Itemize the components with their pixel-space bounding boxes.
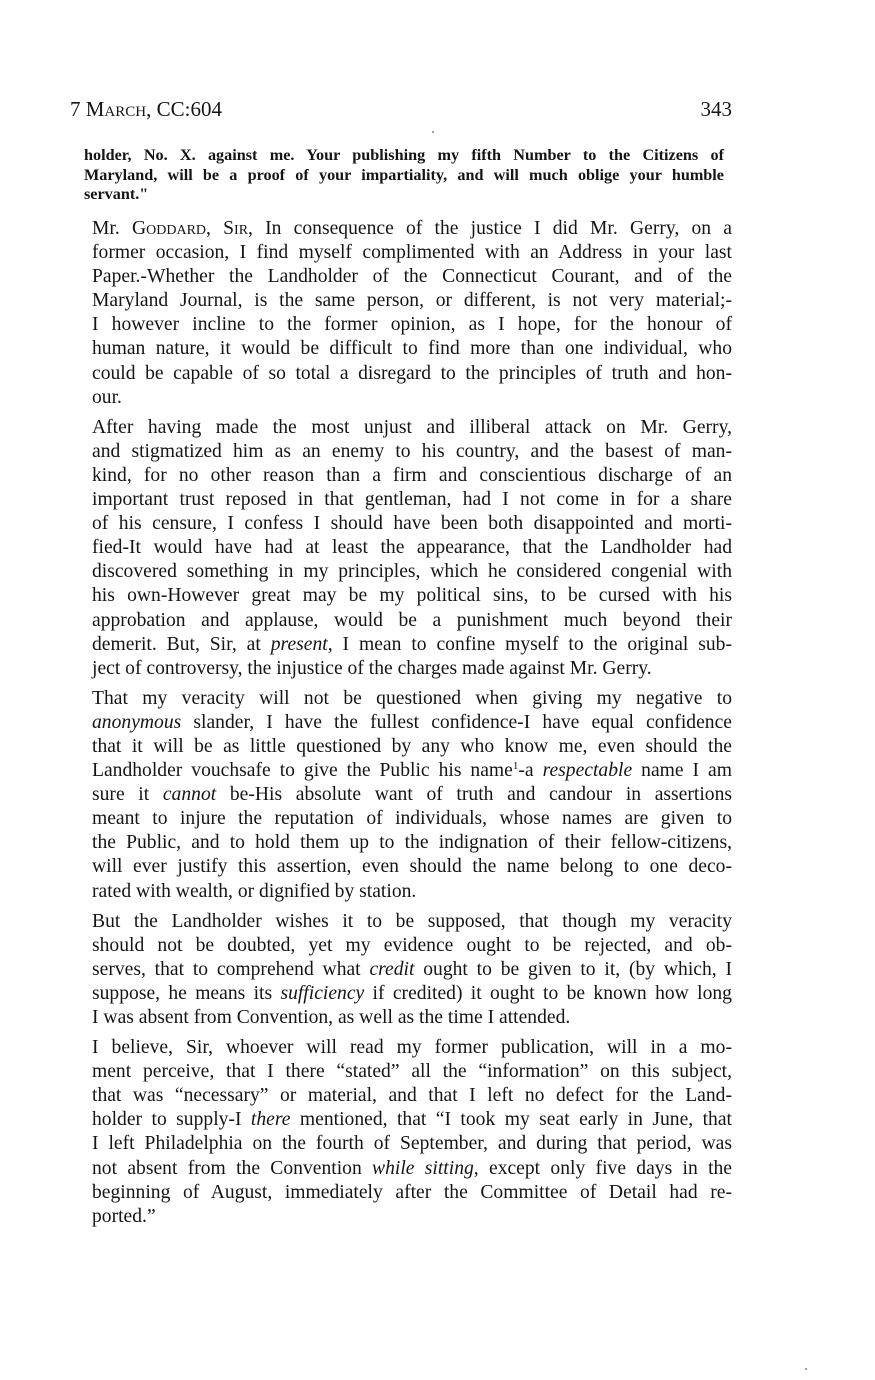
italic-text: present,	[270, 633, 333, 655]
text-line: serves, that to comprehend what credit ought to be given to it, (by which, I	[92, 958, 733, 980]
paragraph	[70, 1036, 732, 1229]
text-line: demerit. But, Sir, at present, I mean to confine myself to the original sub-	[92, 633, 732, 655]
text-line: suppose, he means its sufficiency if credited) it ought to be known how long	[92, 982, 732, 1004]
text-line: meant to injure the reputation of individuals, whose names are given to	[92, 808, 732, 830]
text-line: After having made the most unjust and illiberal attack on Mr. Gerry,	[92, 416, 732, 438]
quote-line: holder, No. X. against me. Your publishing my fifth Number to the Citizens of	[84, 146, 724, 164]
small-caps-text: Sir	[223, 218, 249, 239]
text-line: Landholder vouchsafe to give the Public his name$^1$-a respectable name I am	[92, 760, 732, 782]
text-line: anonymous slander, I have the fullest confidence-I have equal confidence	[92, 711, 732, 733]
text-line: that it will be as little questioned by any who know me, even should the	[92, 735, 732, 757]
paragraph	[70, 217, 732, 410]
text-line: beginning of August, immediately after the Committee of Detail had re-	[92, 1181, 732, 1203]
quote-line: servant."	[84, 185, 149, 204]
paper-speck	[432, 131, 434, 133]
italic-text: there	[250, 1109, 291, 1131]
paragraph	[70, 416, 732, 681]
body-text	[70, 217, 732, 1229]
text-line: fied-It would have had at least the appearance, that the Landholder had	[92, 537, 732, 559]
text-line: that was “necessary” or material, and that I left no defect for the Land-	[92, 1085, 732, 1107]
italic-text: sufficiency	[280, 982, 365, 1004]
text-line: and stigmatized him as an enemy to his country, and the basest of man-	[92, 440, 732, 462]
text-line: rated with wealth, or dignified by station.	[92, 880, 417, 902]
text-line: ject of controversy, the injustice of the charges made against Mr. Gerry.	[92, 657, 652, 679]
text-line: discovered something in my principles, which he considered congenial with	[92, 561, 732, 583]
italic-text: credit	[369, 958, 415, 980]
text-line: That my veracity will not be questioned when giving my negative to	[92, 687, 732, 709]
text-line: I however incline to the former opinion, as I hope, for the honour of	[92, 314, 732, 336]
text-line: not absent from the Convention while sitting, except only five days in the	[92, 1157, 733, 1179]
text-line: our.	[92, 386, 122, 408]
text-line: the Public, and to hold them up to the indignation of their fellow-citizens,	[92, 832, 732, 854]
running-head-day: 7	[70, 97, 81, 121]
italic-text: anonymous	[92, 711, 182, 733]
text-line: should not be doubted, yet my evidence ought to be rejected, and ob-	[92, 934, 732, 956]
text-line: holder to supply-I there mentioned, that “I took my seat early in June, that	[92, 1109, 732, 1131]
quoted-letter-ending	[84, 146, 724, 205]
text-line: approbation and applause, would be a punishment much beyond their	[92, 609, 732, 631]
text-line: could be capable of so total a disregard to the principles of truth and hon-	[92, 362, 732, 384]
paragraph	[70, 687, 732, 904]
text-line: human nature, it would be difficult to find more than one individual, who	[92, 338, 732, 360]
page-number: 343	[700, 97, 732, 121]
paragraph	[70, 910, 732, 1030]
text-line: But the Landholder wishes it to be supposed, that though my veracity	[92, 910, 732, 932]
footnote-marker[interactable]: 1	[512, 760, 519, 773]
text-line: Paper.-Whether the Landholder of the Connecticut Courant, and of the	[92, 266, 732, 288]
text-line: will ever justify this assertion, even should the name belong to one deco-	[92, 856, 732, 878]
running-head	[70, 94, 732, 124]
italic-text: respectable	[542, 760, 633, 782]
small-caps-text: Goddard	[131, 218, 207, 239]
running-head-left	[70, 94, 222, 124]
text-line: of his censure, I confess I should have been both disappointed and morti-	[92, 513, 732, 535]
text-line: important trust reposed in that gentleman, had I not come in for a share	[92, 489, 732, 511]
italic-text: cannot	[162, 784, 217, 806]
text-line: former occasion, I find myself complimented with an Address in your last	[92, 242, 732, 264]
running-head-month: March	[85, 97, 147, 121]
text-line: his own-However great may be my political sins, to be cursed with his	[92, 585, 732, 607]
italic-text: while sitting	[372, 1157, 474, 1179]
text-line: ported.”	[92, 1205, 156, 1227]
text-line: Maryland Journal, is the same person, or different, is not very material;-	[92, 290, 732, 312]
running-head-reference: , CC:604	[146, 97, 222, 121]
quote-line: Maryland, will be a proof of your impartiality, and will much oblige your humble	[84, 165, 724, 184]
text-line: sure it cannot be-His absolute want of truth and candour in assertions	[92, 784, 732, 806]
text-line: Mr. Goddard, Sir, In consequence of the justice I did Mr. Gerry, on a	[92, 218, 732, 239]
paper-speck	[805, 1368, 807, 1370]
text-line: kind, for no other reason than a firm and conscientious discharge of an	[92, 464, 732, 486]
text-line: I was absent from Convention, as well as the time I attended.	[92, 1007, 571, 1028]
text-line: ment perceive, that I there “stated” all the “information” on this subject,	[92, 1061, 732, 1083]
text-line: I left Philadelphia on the fourth of September, and during that period, was	[92, 1133, 732, 1155]
text-line: I believe, Sir, whoever will read my former publication, will in a mo-	[92, 1037, 732, 1059]
